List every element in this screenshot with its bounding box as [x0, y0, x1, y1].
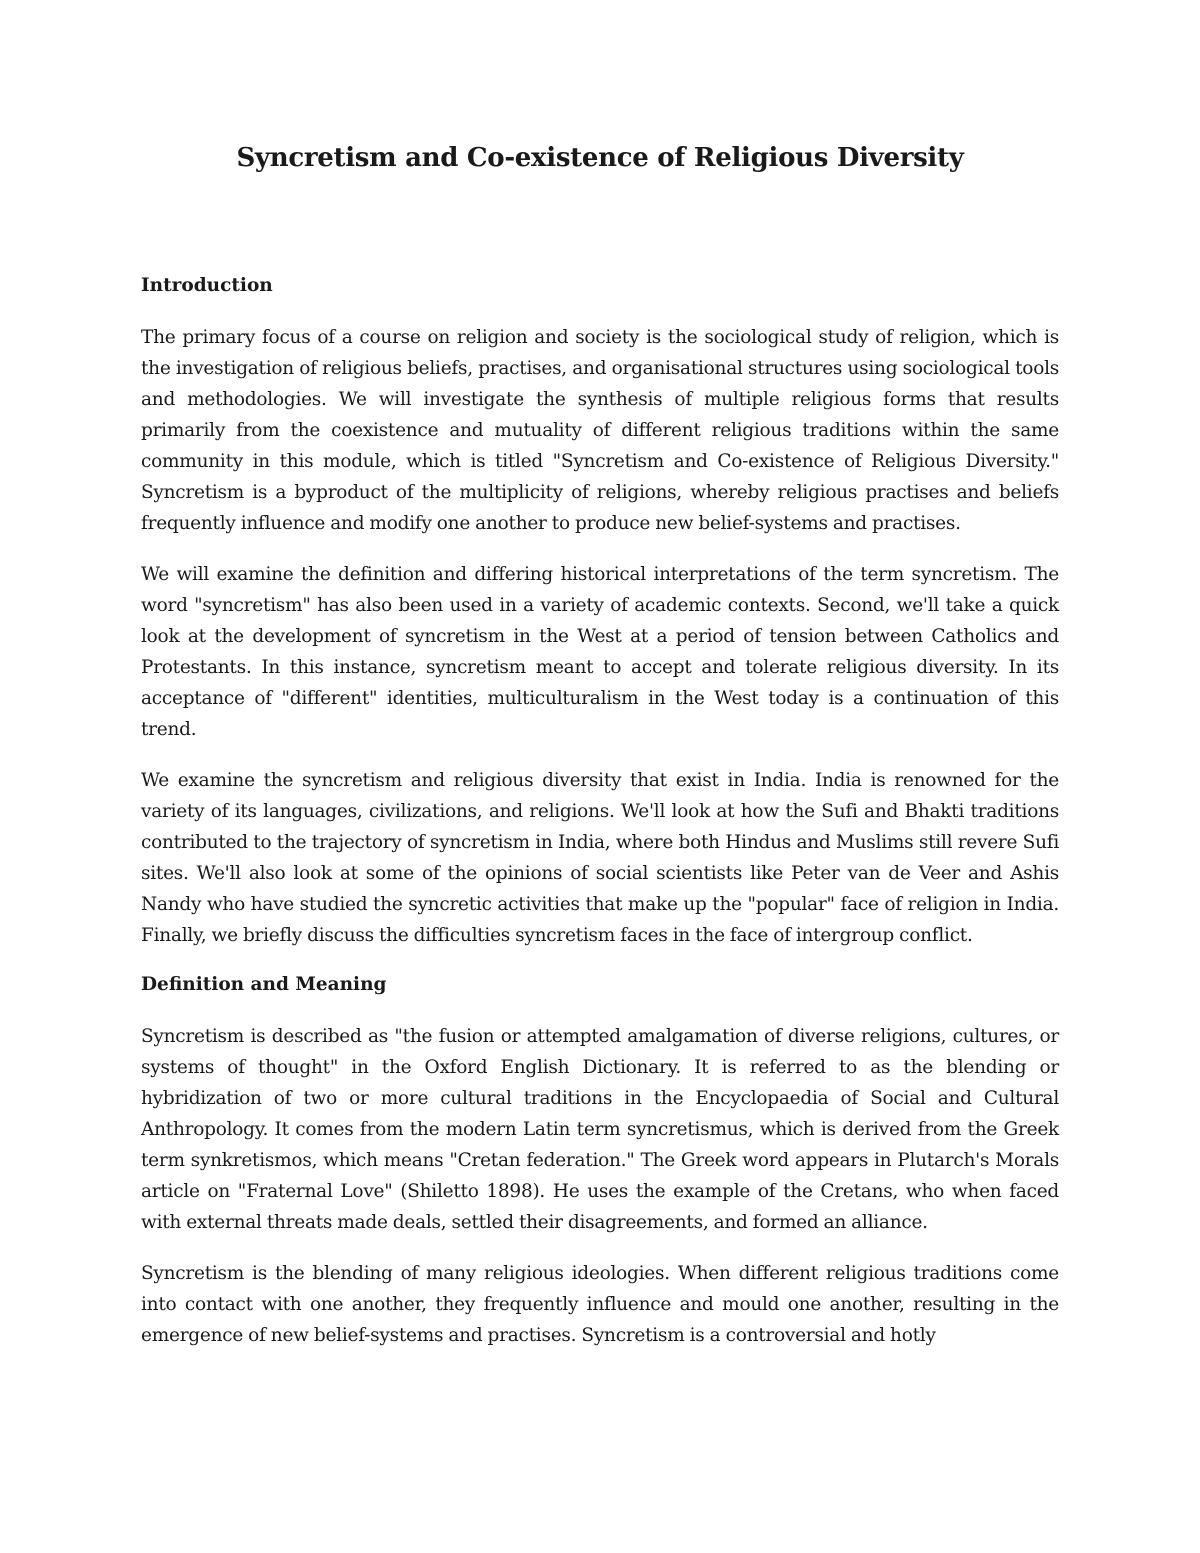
paragraph: Syncretism is described as "the fusion or attempted amalgamation of diverse religions, cultures, or systems of thought" in the Oxford English Dictionary. It is referred to as the blending or hybridization of two or more cultural traditions in the Encyclopaedia of Social and Cultural Anthropology. It comes from the modern Latin term syncretismus, which is derived from the Greek term synkretismos, which means "Cretan federation." The Greek word appears in Plutarch's Morals article on "Fraternal Love" (Shiletto 1898). He uses the example of the Cretans, who when faced with external threats made deals, settled their disagreements, and formed an alliance. [141, 1026, 1059, 1233]
section-heading: Introduction [141, 275, 273, 296]
paragraph: We will examine the definition and differing historical interpretations of the term syncretism. The word "syncretism" has also been used in a variety of academic contexts. Second, we'll take a quick look at the development of syncretism in the West at a period of tension between Catholics and Protestants. In this instance, syncretism meant to accept and tolerate religious diversity. In its acceptance of "different" identities, multiculturalism in the West today is a continuation of this trend. [141, 564, 1059, 740]
section-definition-and-meaning [141, 971, 1059, 1351]
paragraph: Syncretism is the blending of many religious ideologies. When different religious traditions come into contact with one another, they frequently influence and mould one another, resulting in the emergence of new belief-systems and practises. Syncretism is a controversial and hotly [141, 1263, 1059, 1346]
section-heading: Definition and Meaning [141, 974, 387, 995]
paragraph: The primary focus of a course on religion and society is the sociological study of religion, which is the investigation of religious beliefs, practises, and organisational structures using sociological tools and methodologies. We will investigate the synthesis of multiple religious forms that results primarily from the coexistence and mutuality of different religious traditions within the same community in this module, which is titled "Syncretism and Co-existence of Religious Diversity." Syncretism is a byproduct of the multiplicity of religions, whereby religious practises and beliefs frequently influence and modify one another to produce new belief-systems and practises. [141, 327, 1059, 534]
section-introduction [141, 272, 1059, 951]
paragraph: We examine the syncretism and religious diversity that exist in India. India is renowned for the variety of its languages, civilizations, and religions. We'll look at how the Sufi and Bhakti traditions contributed to the trajectory of syncretism in India, where both Hindus and Muslims still revere Sufi sites. We'll also look at some of the opinions of social scientists like Peter van de Veer and Ashis Nandy who have studied the syncretic activities that make up the "popular" face of religion in India. Finally, we briefly discuss the difficulties syncretism faces in the face of intergroup conflict. [141, 770, 1059, 946]
document-title: Syncretism and Co-existence of Religious Diversity [236, 143, 964, 173]
